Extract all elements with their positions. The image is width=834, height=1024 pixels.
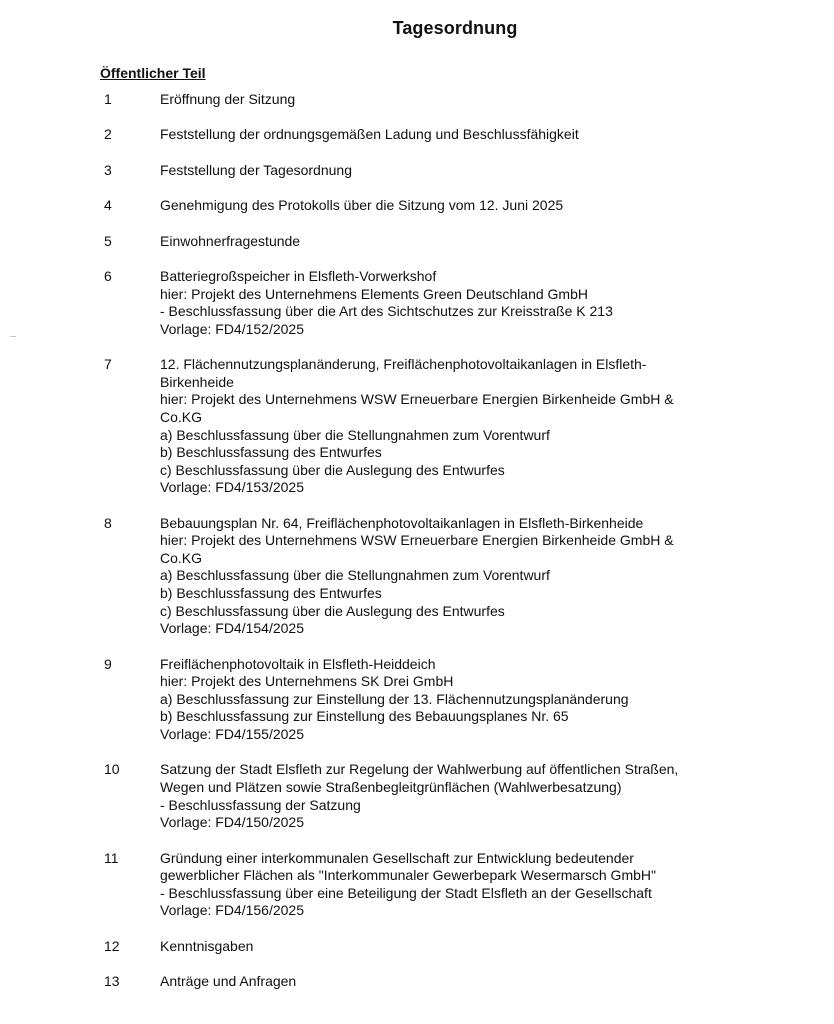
agenda-item-text [160,938,804,956]
agenda-item [104,938,804,956]
agenda-item-line: Vorlage: FD4/156/2025 [160,902,304,919]
section-heading: Öffentlicher Teil [100,65,206,81]
agenda-item-line: Feststellung der ordnungsgemäßen Ladung und Beschlussfähigkeit [160,126,579,143]
agenda-item-number: 11 [104,849,119,866]
agenda-item-line: hier: Projekt des Unternehmens WSW Erneuerbare Energien Birkenheide GmbH & [160,532,674,549]
agenda-item-number: 9 [104,655,112,672]
agenda-item-line: - Beschlussfassung über eine Beteiligung der Stadt Elsfleth an der Gesellschaft [160,884,652,901]
agenda-item-line: Bebauungsplan Nr. 64, Freiflächenphotovoltaikanlagen in Elsfleth-Birkenheide [160,514,644,531]
agenda-item-line: Anträge und Anfragen [160,973,297,990]
agenda-item-line: Vorlage: FD4/152/2025 [160,320,304,337]
agenda-item-line: Freiflächenphotovoltaik in Elsfleth-Heiddeich [160,655,436,672]
agenda-item-line: Vorlage: FD4/153/2025 [160,479,304,496]
agenda-item-text [160,356,804,497]
agenda-item-line: b) Beschlussfassung des Entwurfes [160,444,382,461]
agenda-item-line: a) Beschlussfassung zur Einstellung der 13. Flächennutzungsplanänderung [160,690,629,707]
agenda-item-line: 12. Flächennutzungsplanänderung, Freiflächenphotovoltaikanlagen in Elsfleth- [160,356,647,373]
page-title: Tagesordnung [392,18,518,38]
agenda-item-line: c) Beschlussfassung über die Auslegung des Entwurfes [160,461,505,478]
agenda-item-line: hier: Projekt des Unternehmens WSW Erneuerbare Energien Birkenheide GmbH & [160,391,674,408]
agenda-item-number: 2 [104,126,112,143]
agenda-item-number: 8 [104,514,112,531]
agenda-item [104,515,804,638]
agenda-item-number: 3 [104,161,112,178]
agenda-item-line: - Beschlussfassung der Satzung [160,796,361,813]
agenda-item-line: a) Beschlussfassung über die Stellungnahmen zum Vorentwurf [160,567,550,584]
agenda-item-line: hier: Projekt des Unternehmens SK Drei GmbH [160,673,454,690]
agenda-item-line: - Beschlussfassung über die Art des Sichtschutzes zur Kreisstraße K 213 [160,303,613,320]
agenda-item [104,356,804,497]
agenda-item-line: Batteriegroßspeicher in Elsfleth-Vorwerkshof [160,267,437,284]
agenda-item-text [160,268,804,338]
agenda-item-line: gewerblicher Flächen als "Interkommunaler Gewerbepark Wesermarsch GmbH" [160,867,656,884]
agenda-item-line: Co.KG [160,549,203,566]
agenda-item-line: Co.KG [160,408,203,425]
agenda-item-line: Gründung einer interkommunalen Gesellschaft zur Entwicklung bedeutender [160,849,634,866]
agenda-item-line: a) Beschlussfassung über die Stellungnahmen zum Vorentwurf [160,426,550,443]
agenda-item-text [160,233,804,251]
agenda-item [104,850,804,920]
agenda-item-number: 7 [104,356,112,373]
agenda-item [104,126,804,144]
agenda-item [104,268,804,338]
agenda-item [104,761,804,831]
agenda-item-text [160,91,804,109]
agenda-item-text [160,973,804,991]
agenda-item-line: Vorlage: FD4/155/2025 [160,726,304,742]
agenda-item [104,91,804,109]
agenda-item [104,973,804,991]
agenda-item-text [160,656,804,744]
agenda-item-line: Wegen und Plätzen sowie Straßenbegleitgrünflächen (Wahlwerbesatzung) [160,778,622,795]
agenda-item-number: 6 [104,267,112,284]
agenda-item-text [160,850,804,920]
agenda-item-line: Vorlage: FD4/150/2025 [160,814,304,831]
agenda-item-number: 12 [104,937,120,954]
agenda-item-text [160,162,804,180]
agenda-item-line: b) Beschlussfassung zur Einstellung des Bebauungsplanes Nr. 65 [160,708,569,725]
agenda-item-line: Satzung der Stadt Elsfleth zur Regelung der Wahlwerbung auf öffentlichen Straßen, [160,761,679,778]
agenda-item-line: b) Beschlussfassung des Entwurfes [160,585,382,602]
margin-mark [10,336,16,337]
agenda-item-line: c) Beschlussfassung über die Auslegung des Entwurfes [160,602,505,619]
agenda-item [104,197,804,215]
agenda-item-number: 4 [104,197,112,214]
agenda-item-number: 10 [104,761,120,778]
agenda-item-line: Eröffnung der Sitzung [160,91,296,107]
agenda-item [104,233,804,251]
agenda-item-text [160,126,804,144]
agenda-item [104,162,804,180]
agenda-item-number: 5 [104,232,112,249]
agenda-item-line: Kenntnisgaben [160,937,254,954]
agenda-item-number: 13 [104,973,120,990]
agenda-item-line: Genehmigung des Protokolls über die Sitzung vom 12. Juni 2025 [160,197,564,214]
agenda-item-line: Birkenheide [160,373,234,390]
agenda-item-text [160,197,804,215]
agenda-item-number: 1 [104,91,112,107]
agenda-item-line: Feststellung der Tagesordnung [160,161,352,178]
agenda-item-text [160,515,804,638]
agenda-item-line: Vorlage: FD4/154/2025 [160,620,304,637]
agenda-item-line: Einwohnerfragestunde [160,232,301,249]
agenda-item [104,656,804,744]
agenda-list [104,91,804,1009]
agenda-item-text [160,761,804,831]
agenda-item-line: hier: Projekt des Unternehmens Elements Green Deutschland GmbH [160,285,588,302]
